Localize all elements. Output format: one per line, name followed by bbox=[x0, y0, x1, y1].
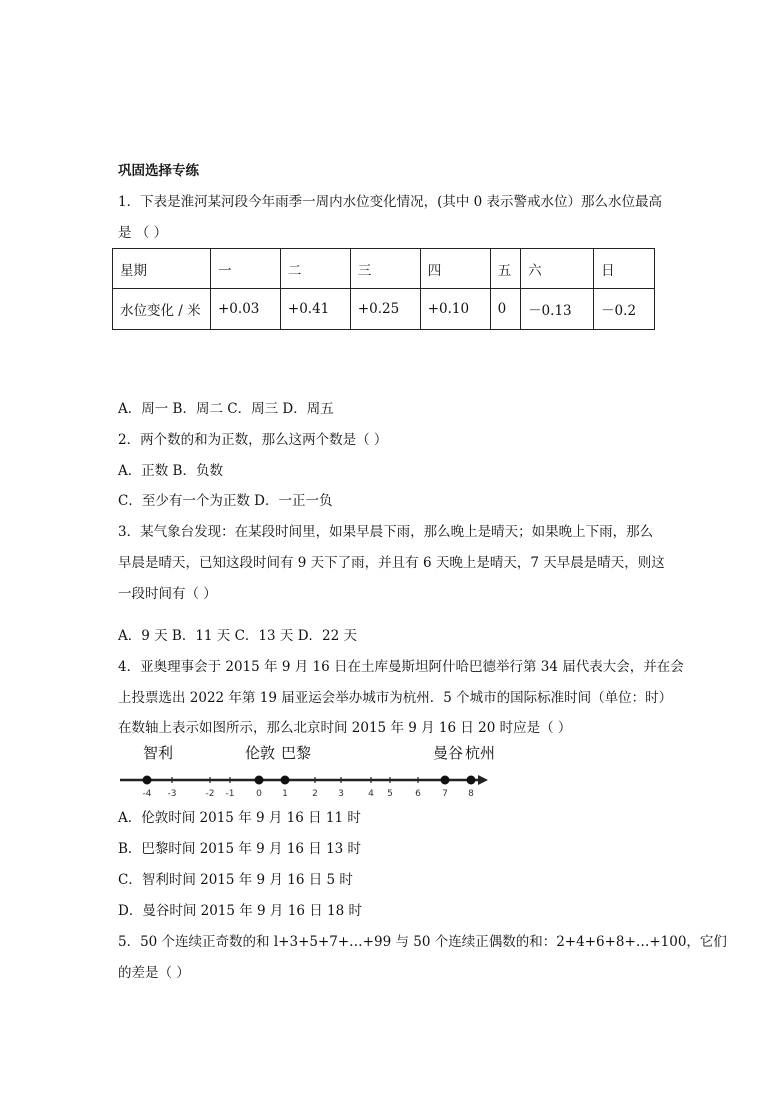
q5-line2: 的差是（ ） bbox=[118, 965, 190, 981]
tick-label: 3 bbox=[338, 789, 344, 799]
number-line-figure bbox=[112, 736, 496, 799]
tick-label: 7 bbox=[442, 789, 448, 799]
q4-line1: 4．亚奥理事会于 2015 年 9 月 16 日在土库曼斯坦阿什哈巴德举行第 34 届代表大会，并在会 bbox=[118, 659, 684, 675]
q5-line1: 5．50 个连续正奇数的和 l+3+5+7+…+99 与 50 个连续正偶数的和：2+4+6+8+…+100，它们 bbox=[118, 934, 727, 950]
table-cell: +0.41 bbox=[280, 289, 350, 330]
tick-label: -3 bbox=[167, 789, 177, 799]
table-cell: +0.03 bbox=[211, 289, 281, 330]
q4-option-a: A．伦敦时间 2015 年 9 月 16 日 11 时 bbox=[118, 810, 361, 826]
city-label: 曼谷 bbox=[432, 744, 464, 762]
q1-options: A．周一 B．周二 C．周三 D．周五 bbox=[118, 401, 334, 417]
tick-label: 0 bbox=[256, 789, 262, 799]
city-point bbox=[255, 776, 264, 785]
table-cell: 五 bbox=[490, 249, 520, 289]
table-row bbox=[113, 289, 655, 330]
table-cell: －0.13 bbox=[521, 289, 594, 330]
q3-options: A．9 天 B．11 天 C．13 天 D．22 天 bbox=[118, 628, 357, 644]
city-point bbox=[441, 776, 450, 785]
q2-options-1: A．正数 B．负数 bbox=[118, 463, 223, 479]
table-cell: 三 bbox=[350, 249, 420, 289]
q2-options-2: C．至少有一个为正数 D．一正一负 bbox=[118, 493, 333, 509]
table-cell: 一 bbox=[211, 249, 281, 289]
axis-arrow bbox=[478, 775, 488, 785]
table-cell: 日 bbox=[594, 249, 655, 289]
tick-label: 2 bbox=[312, 789, 318, 799]
water-level-table bbox=[112, 248, 655, 330]
q4-option-c: C．智利时间 2015 年 9 月 16 日 5 时 bbox=[118, 872, 353, 888]
tick-label: 5 bbox=[387, 789, 393, 799]
tick-label: 4 bbox=[368, 789, 374, 799]
table-cell: －0.2 bbox=[594, 289, 655, 330]
table-cell: 水位变化 / 米 bbox=[113, 289, 211, 330]
table-header-row bbox=[113, 249, 655, 289]
tick-label: 6 bbox=[415, 789, 421, 799]
city-label: 巴黎 bbox=[280, 744, 312, 762]
tick-label: 8 bbox=[468, 789, 474, 799]
table-cell: 星期 bbox=[113, 249, 211, 289]
city-point bbox=[281, 776, 290, 785]
q4-option-d: D．曼谷时间 2015 年 9 月 16 日 18 时 bbox=[118, 903, 362, 919]
q4-line3: 在数轴上表示如图所示，那么北京时间 2015 年 9 月 16 日 20 时应是（ ） bbox=[118, 720, 572, 736]
city-point bbox=[467, 776, 476, 785]
q1-line1: 1．下表是淮河某河段今年雨季一周内水位变化情况，(其中 0 表示警戒水位）那么水位最高 bbox=[118, 194, 663, 210]
city-label: 智利 bbox=[142, 744, 174, 762]
city-label: 伦敦 bbox=[244, 744, 276, 762]
section-title: 巩固选择专练 bbox=[118, 163, 199, 179]
tick-label: -4 bbox=[142, 789, 152, 799]
q1-line2: 是 （ ） bbox=[118, 225, 168, 241]
q3-line3: 一段时间有（ ） bbox=[118, 586, 217, 602]
table-cell: 二 bbox=[280, 249, 350, 289]
table-cell: +0.25 bbox=[350, 289, 420, 330]
city-label: 杭州 bbox=[464, 744, 496, 762]
tick-label: -1 bbox=[225, 789, 235, 799]
table-cell: 0 bbox=[490, 289, 520, 330]
q3-line2: 早晨是晴天，已知这段时间有 9 天下了雨，并且有 6 天晚上是晴天，7 天早晨是晴天，则这 bbox=[118, 555, 665, 571]
table-cell: 四 bbox=[420, 249, 490, 289]
q3-line1: 3．某气象台发现：在某段时间里，如果早晨下雨，那么晚上是晴天；如果晚上下雨，那么 bbox=[118, 524, 654, 540]
table-cell: 六 bbox=[521, 249, 594, 289]
tick-label: 1 bbox=[282, 789, 288, 799]
city-point bbox=[143, 776, 152, 785]
tick-label: -2 bbox=[205, 789, 215, 799]
q4-option-b: B．巴黎时间 2015 年 9 月 16 日 13 时 bbox=[118, 841, 362, 857]
q2-line1: 2．两个数的和为正数，那么这两个数是（ ） bbox=[118, 432, 388, 448]
q4-line2: 上投票选出 2022 年第 19 届亚运会举办城市为杭州．5 个城市的国际标准时间（单位：时） bbox=[118, 690, 673, 706]
table-cell: +0.10 bbox=[420, 289, 490, 330]
